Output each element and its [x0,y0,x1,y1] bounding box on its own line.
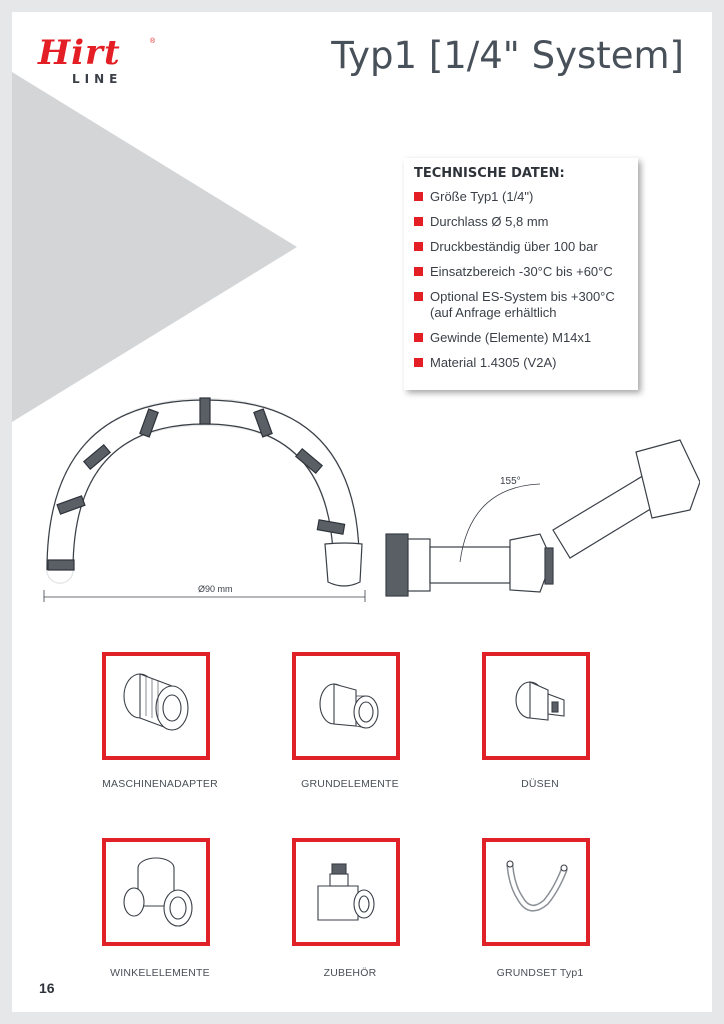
tech-item-text: Größe Typ1 (1/4") [430,189,534,204]
caption-winkelelemente: WINKELELEMENTE [110,967,210,979]
category-tile-grundset-typ1[interactable] [482,838,590,946]
winkelelemente-icon [110,846,202,938]
caption-grundset-typ1: GRUNDSET Typ1 [496,967,584,979]
tech-item-text: Gewinde (Elemente) M14x1 [430,330,592,345]
tech-item [414,239,628,255]
bullet-square-icon [414,192,423,201]
tech-item-text: Einsatzbereich -30°C bis +60°C [430,264,613,279]
technical-data-heading: TECHNISCHE DATEN: [414,166,565,181]
arc-hose-drawing [44,398,365,602]
bullet-square-icon [414,242,423,251]
angle-label: 155° [500,476,521,487]
maschinenadapter-icon [110,660,202,752]
grundelemente-icon [300,660,392,752]
tech-item [414,214,628,230]
logo-subline: LINE [72,72,123,86]
grundset-icon [490,846,582,938]
caption-maschinenadapter: MASCHINENADAPTER [102,778,218,790]
zubehoer-icon [300,846,392,938]
tech-item-text: Material 1.4305 (V2A) [430,355,557,370]
page-title: Typ1 [1/4" System] [331,34,684,77]
technical-drawings [40,392,700,602]
page-number: 16 [39,980,55,996]
logo-registered-mark: ® [150,38,156,45]
tech-item [414,289,628,321]
caption-grundelemente: GRUNDELEMENTE [301,778,399,790]
page [12,12,712,1012]
bullet-square-icon [414,358,423,367]
decorative-triangle [12,72,297,422]
brand-logo [38,33,168,94]
technical-data-box [404,158,638,390]
category-tile-maschinenadapter[interactable] [102,652,210,760]
bullet-square-icon [414,292,423,301]
tech-item [414,355,628,371]
tech-item [414,189,628,205]
technical-data-list [414,189,628,371]
caption-zubehoer: ZUBEHÖR [323,967,377,979]
tech-item [414,264,628,280]
duesen-icon [490,660,582,752]
category-tile-duesen[interactable] [482,652,590,760]
diameter-label: Ø90 mm [198,584,233,594]
category-tile-zubehoer[interactable] [292,838,400,946]
angled-element-drawing [386,440,700,596]
tech-item-text: Druckbeständig über 100 bar [430,239,598,254]
category-tile-grundelemente[interactable] [292,652,400,760]
bullet-square-icon [414,267,423,276]
tech-item-text: Optional ES-System bis +300°C (auf Anfrage erhältlich [430,289,615,320]
bullet-square-icon [414,217,423,226]
tech-item [414,330,628,346]
bullet-square-icon [414,333,423,342]
tech-item-text: Durchlass Ø 5,8 mm [430,214,549,229]
caption-duesen: DÜSEN [521,778,559,790]
category-tile-winkelelemente[interactable] [102,838,210,946]
logo-wordmark: Hirt [38,33,121,73]
